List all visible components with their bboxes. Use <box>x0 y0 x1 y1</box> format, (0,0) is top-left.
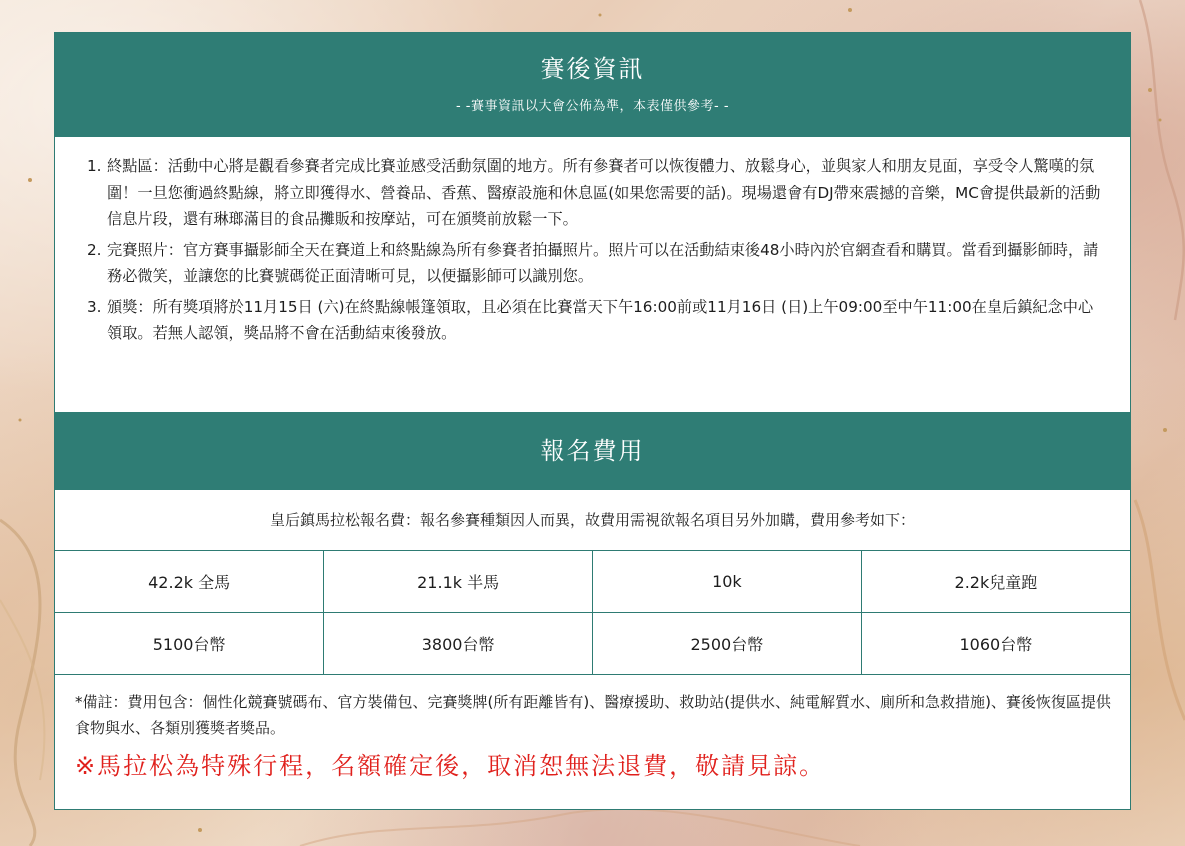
info-item-number: 1. <box>87 157 102 175</box>
fee-note: *備註：費用包含：個性化競賽號碼布、官方裝備包、完賽獎牌(所有距離皆有)、醫療援助、救助站(提供水、純電解質水、廁所和急救措施)、賽後恢復區提供食物與水、各類別獲獎者獎品。 <box>75 693 1111 737</box>
fee-table-row-categories <box>55 551 1130 613</box>
fee-price-kids-run: 1060台幣 <box>861 613 1130 675</box>
info-item-number: 3. <box>87 297 102 316</box>
info-panel <box>54 32 1131 810</box>
fee-category-10k: 10k <box>593 551 862 613</box>
registration-header <box>55 412 1130 490</box>
fee-category-half-marathon: 21.1k 半馬 <box>324 551 593 613</box>
info-item-text: 頒獎：所有獎項將於11月15日 (六)在終點線帳篷領取，且必須在比賽當天下午16:00前或11月16日 (日)上午09:00至中午11:00在皇后鎮紀念中心領取。若無人認領，獎品將不會在活動結束後發放。 <box>107 297 1094 342</box>
post-race-subtitle: - -賽事資訊以大會公佈為準，本表僅供參考- - <box>455 99 730 114</box>
fee-price-full-marathon: 5100台幣 <box>55 613 324 675</box>
fee-category-kids-run: 2.2k兒童跑 <box>861 551 1130 613</box>
refund-warning: ※馬拉松為特殊行程，名額確定後，取消恕無法退費，敬請見諒。 <box>75 752 826 780</box>
info-item-awards <box>87 294 1108 347</box>
fee-notes <box>55 675 1130 783</box>
info-item-finish-area <box>87 153 1108 233</box>
fee-category-full-marathon: 42.2k 全馬 <box>55 551 324 613</box>
fee-table <box>55 551 1130 675</box>
info-item-text: 終點區：活動中心將是觀看參賽者完成比賽並感受活動氛圍的地方。所有參賽者可以恢復體力、放鬆身心，並與家人和朋友見面，享受令人驚嘆的氛圍！一旦您衝過終點線，將立即獲得水、營養品、香蕉、醫療設施和休息區(如果您需要的話)。現場還會有DJ帶來震撼的音樂，MC會提供最新的活動信息片段，還有琳瑯滿目的食品攤販和按摩站，可在頒獎前放鬆一下。 <box>107 157 1101 228</box>
post-race-title: 賽後資訊 <box>540 55 645 83</box>
post-race-info-list <box>55 137 1130 412</box>
info-item-finish-photos <box>87 237 1108 290</box>
info-item-number: 2. <box>87 240 102 259</box>
registration-intro: 皇后鎮馬拉松報名費：報名參賽種類因人而異，故費用需視欲報名項目另外加購，費用參考如下： <box>55 490 1130 551</box>
fee-price-half-marathon: 3800台幣 <box>324 613 593 675</box>
registration-title: 報名費用 <box>540 437 645 465</box>
fee-price-10k: 2500台幣 <box>593 613 862 675</box>
fee-table-row-prices <box>55 613 1130 675</box>
post-race-header <box>55 33 1130 137</box>
info-item-text: 完賽照片：官方賽事攝影師全天在賽道上和終點線為所有參賽者拍攝照片。照片可以在活動結束後48小時內於官網查看和購買。當看到攝影師時，請務必微笑，並讓您的比賽號碼從正面清晰可見，以便攝影師可以識別您。 <box>107 240 1099 285</box>
